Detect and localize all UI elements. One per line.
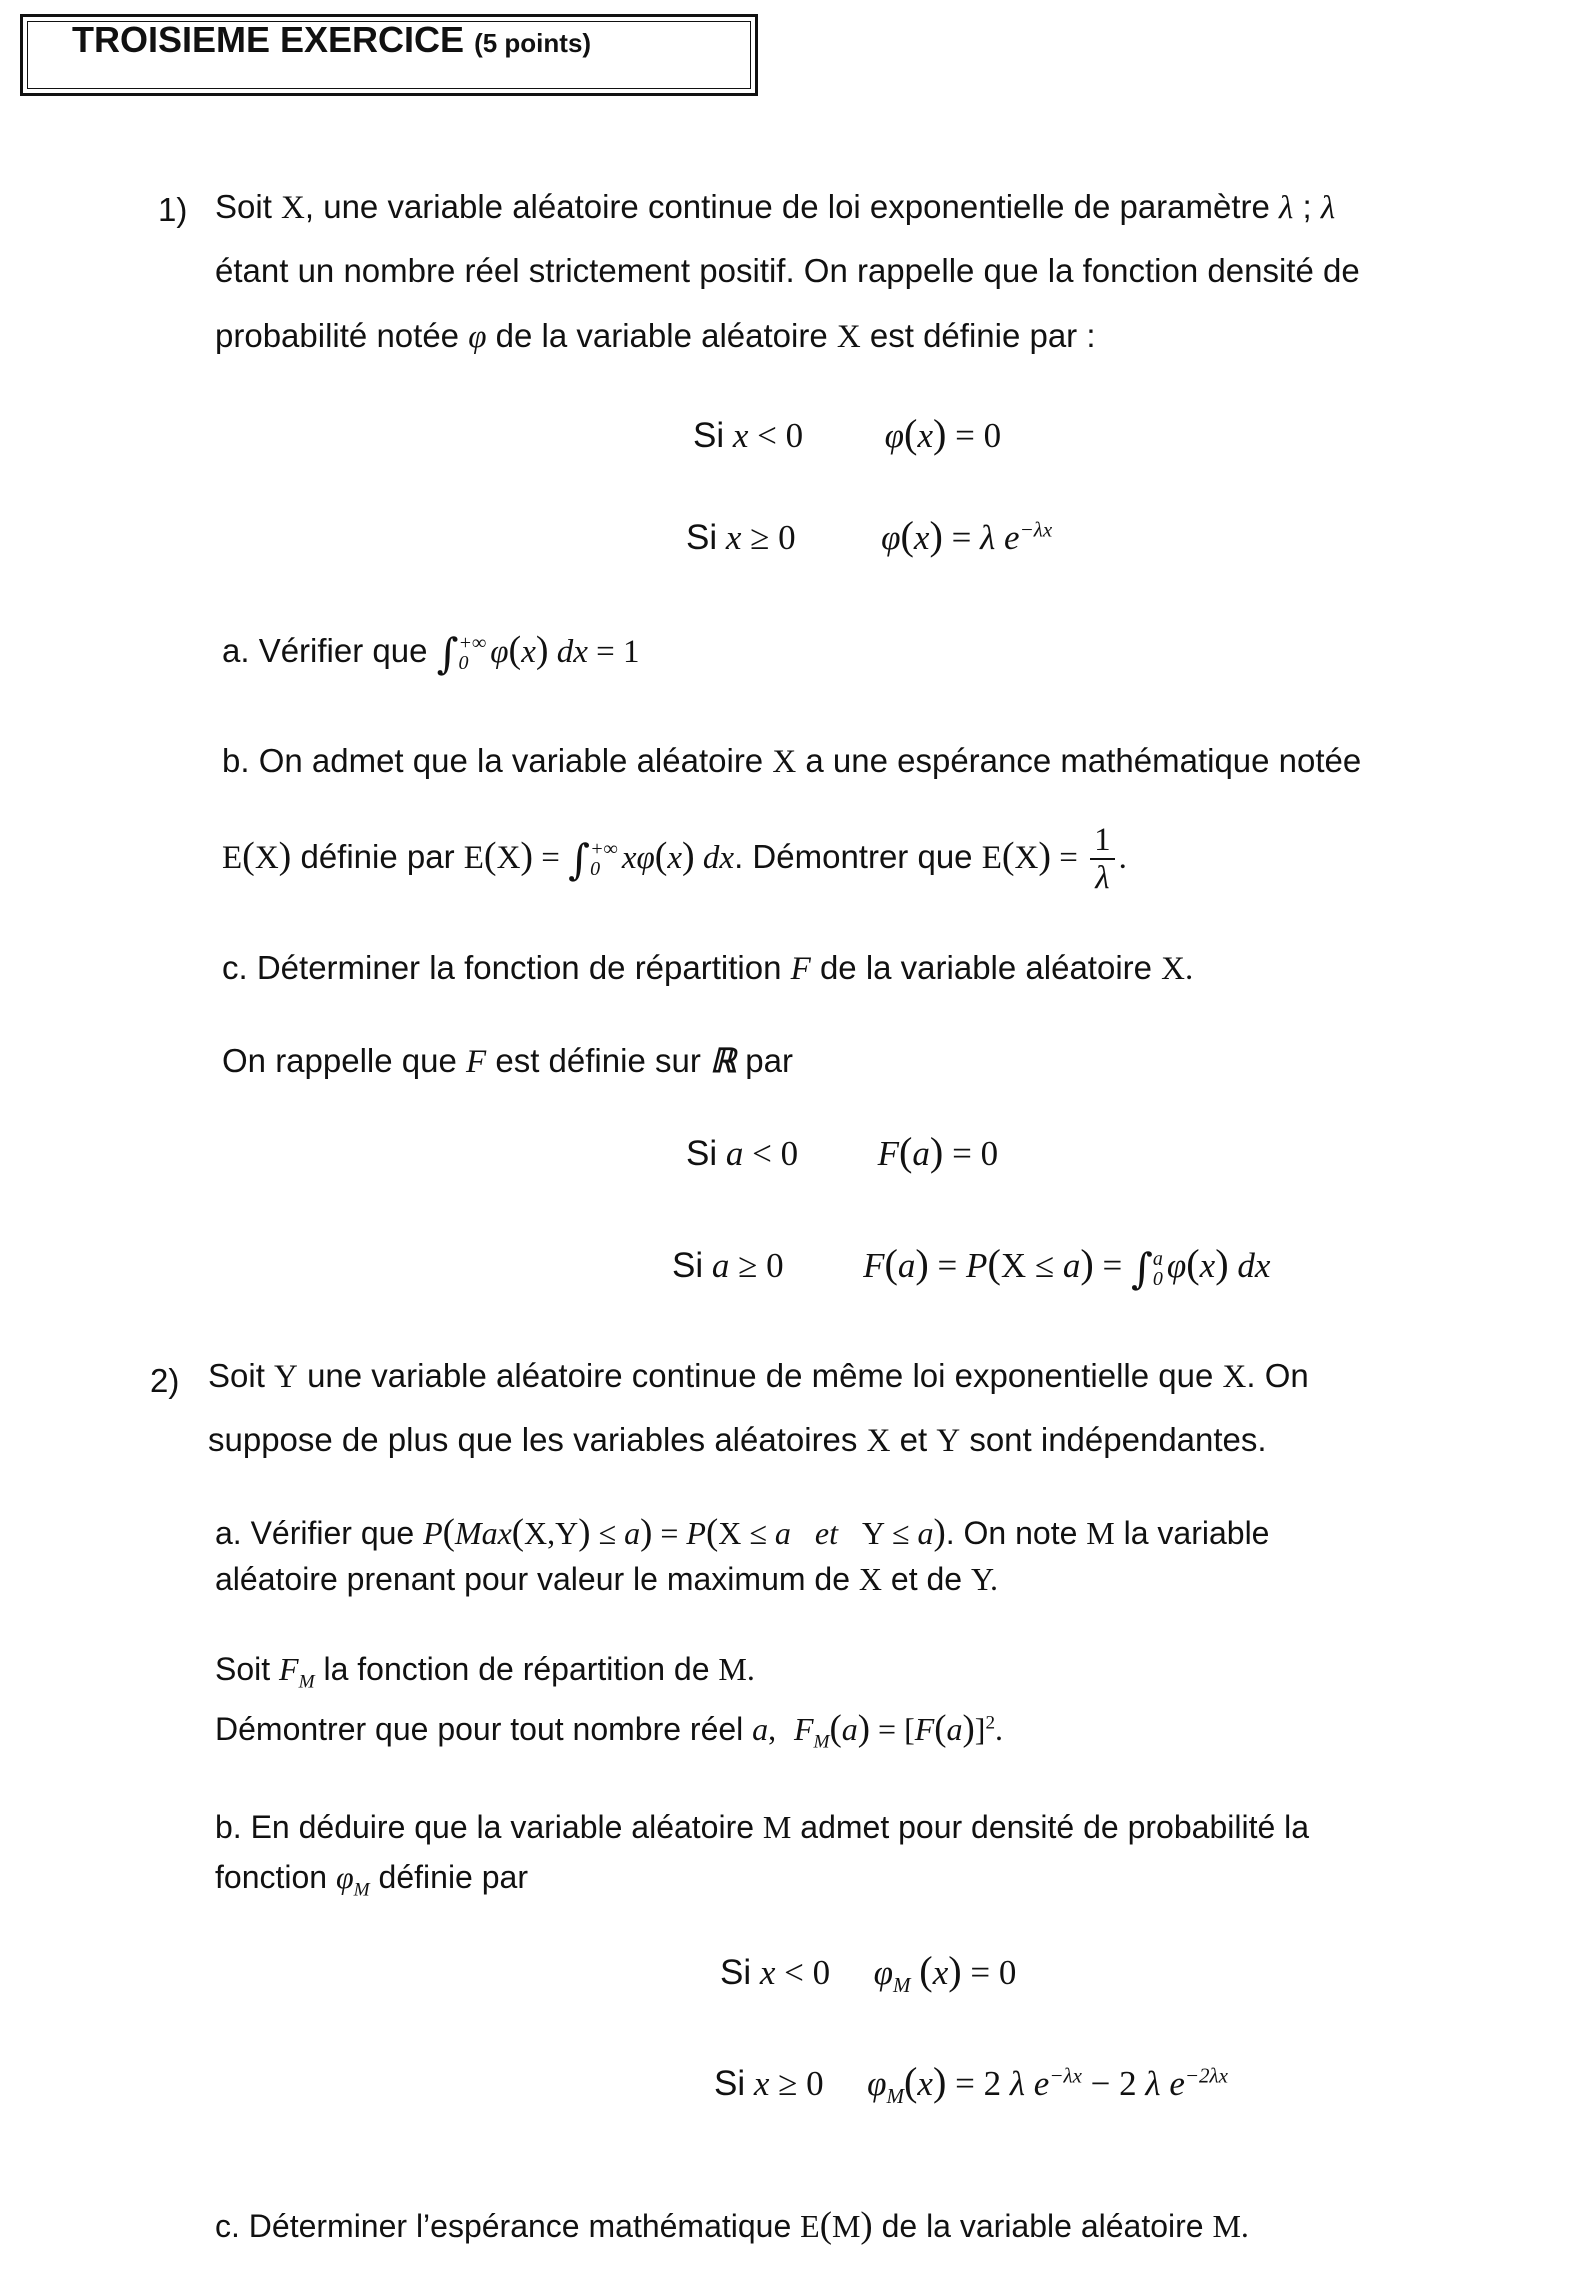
- q2-part-c: c. Déterminer l’espérance mathématique E(M) de la variable aléatoire M.: [215, 2204, 1249, 2245]
- q1-cdf-case-positive: Si a ≥ 0 F(a) = P(X ≤ a) = ∫ a 0 φ(x) dx: [672, 1241, 1271, 1293]
- q2-density-case-negative: Si x < 0 $\varphi_M$ (x) = 0: [720, 1948, 1017, 1997]
- exercise-title: [72, 19, 591, 61]
- q2-line-1: Soit Y une variable aléatoire continue de même loi exponentielle que X. On: [208, 1357, 1309, 1395]
- q2-line-2: suppose de plus que les variables aléatoires X et Y sont indépendantes.: [208, 1421, 1267, 1459]
- q1-cdf-case-negative: Si a < 0 F(a) = 0: [686, 1129, 999, 1174]
- q2-part-a-line-1: a. Vérifier que P(Max(X,Y) ≤ a) = P(X ≤ a et Y ≤ a). On note M la variable: [215, 1511, 1270, 1552]
- question-2-number: 2): [150, 1362, 180, 1399]
- q1-line-3: probabilité notée φ de la variable aléatoire X est définie par :: [215, 317, 1096, 355]
- q1-part-c-line-1: c. Déterminer la fonction de répartition F de la variable aléatoire X.: [222, 949, 1194, 987]
- q1-part-b-line-2: E(X) définie par E(X) = ∫ +∞ 0 xφ(x) dx. Démontrer que E(X) = $\frac{1}{\lambda}$ .: [222, 822, 1127, 897]
- question-1-number: 1): [158, 191, 188, 228]
- q2-density-case-positive: Si x ≥ 0 $\varphi_M(x) = 2$ λ $e^{-\lambda x} - 2$ λ $e^{-2\lambda x}$: [714, 2059, 1228, 2108]
- q1-part-b-line-1: b. On admet que la variable aléatoire X a une espérance mathématique notée: [222, 742, 1362, 780]
- title-label: TROISIEME EXERCICE: [72, 19, 465, 60]
- q2-part-a-line-3: Soit $F_M$ la fonction de répartition de M.: [215, 1651, 755, 1693]
- q2-part-a-line-4: Démontrer que pour tout nombre réel a, $F_M(a) = [F(a)]^2$.: [215, 1707, 1004, 1753]
- q2-part-a-line-2: aléatoire prenant pour valeur le maximum de X et de Y.: [215, 1561, 998, 1597]
- q1-part-c-line-2: On rappelle que F est définie sur ℝ par: [222, 1042, 793, 1080]
- title-points: (5 points): [474, 28, 592, 58]
- q1-density-case-negative: Si x < 0 φ(x) = 0: [693, 411, 1002, 456]
- q1-density-case-positive: Si x ≥ 0 φ(x) = λ $e^{-\lambda x}$: [686, 513, 1053, 558]
- q1-line-2: étant un nombre réel strictement positif. On rappelle que la fonction densité de: [215, 252, 1360, 289]
- q2-part-b-line-2: fonction $\varphi_M$ définie par: [215, 1859, 528, 1901]
- q1-part-a: a. Vérifier que ∫ +∞ 0 φ(x) dx = 1: [222, 629, 640, 678]
- q2-part-b-line-1: b. En déduire que la variable aléatoire M admet pour densité de probabilité la: [215, 1809, 1310, 1845]
- q1-line-1: Soit X, une variable aléatoire continue de loi exponentielle de paramètre λ ; λ: [215, 188, 1336, 226]
